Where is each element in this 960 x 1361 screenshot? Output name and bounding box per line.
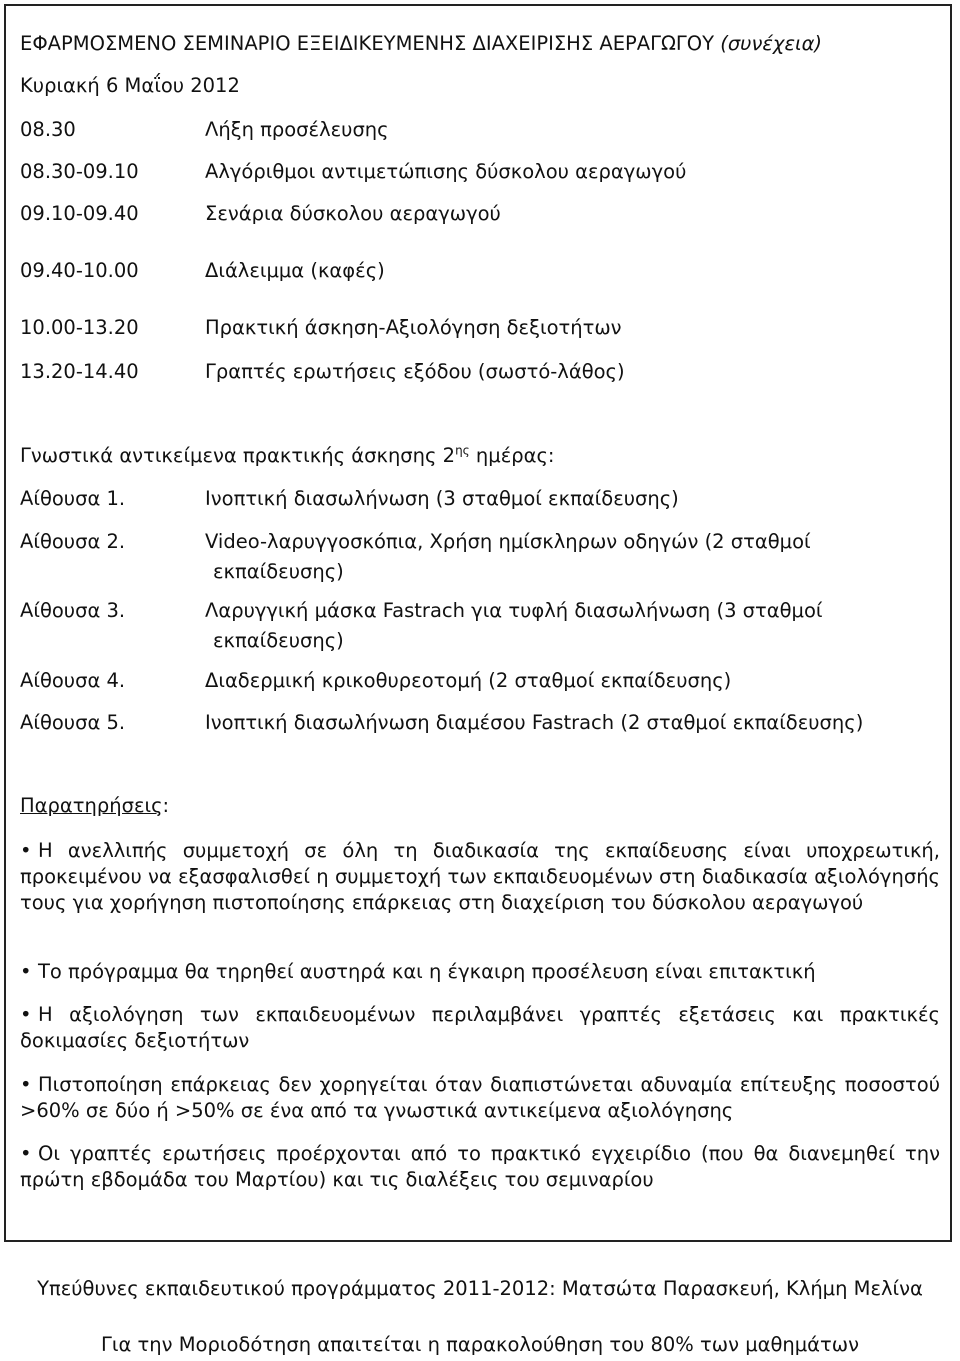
remark-item: • Η ανελλιπής συμμετοχή σε όλη τη διαδικασία της εκπαίδευσης είναι υποχρεωτική, προκειμένου να εξασφαλισθεί η συμμετοχή των εκπαιδευομένων στη διαδικασία αξιολόγησής τους για χορήγηση πιστοποίησης επάρκειας στη διαχείριση του δύσκολου αεραγωγού [20, 839, 940, 914]
room-topic: Ινοπτική διασωλήνωση (3 σταθμοί εκπαίδευσης) [205, 487, 679, 510]
credit-note: Για την Μοριοδότηση απαιτείται η παρακολούθηση του 80% των μαθημάτων [101, 1333, 859, 1356]
room-label: Αίθουσα 1. [20, 487, 126, 510]
room-label: Αίθουσα 4. [20, 669, 126, 692]
bullet-icon: • [20, 1142, 32, 1165]
room-topic: Λαρυγγική μάσκα Fastrach για τυφλή διασωλήνωση (3 σταθμοί εκπαίδευσης) [205, 599, 823, 652]
schedule-activity: Αλγόριθμοι αντιμετώπισης δύσκολου αεραγωγού [205, 160, 687, 183]
bullet-icon: • [20, 1073, 32, 1096]
remark-item: • Η αξιολόγηση των εκπαιδευομένων περιλαμβάνει γραπτές εξετάσεις και πρακτικές δοκιμασίες δεξιοτήτων [20, 1003, 940, 1052]
program-responsible: Υπεύθυνες εκπαιδευτικού προγράμματος 2011-2012: Ματσώτα Παρασκευή, Κλήμη Μελίνα [37, 1277, 923, 1300]
remark-item: • Το πρόγραμμα θα τηρηθεί αυστηρά και η έγκαιρη προσέλευση είναι επιτακτική [20, 960, 816, 983]
schedule-activity: Διάλειμμα (καφές) [205, 259, 385, 282]
objectives-heading: Γνωστικά αντικείμενα πρακτικής άσκησης $2^{\eta\varsigma}$ ημέρας: [20, 443, 555, 467]
schedule-activity: Γραπτές ερωτήσεις εξόδου (σωστό-λάθος) [205, 360, 625, 383]
schedule-time: 08.30-09.10 [20, 160, 139, 183]
room-topic: Ινοπτική διασωλήνωση διαμέσου Fastrach (2 σταθμοί εκπαίδευσης) [205, 711, 864, 734]
seminar-date: Κυριακή 6 Μαΐου 2012 [20, 74, 240, 97]
room-label: Αίθουσα 3. [20, 599, 126, 622]
remarks-heading: Παρατηρήσεις: [20, 794, 170, 817]
schedule-time: 09.40-10.00 [20, 259, 139, 282]
bullet-icon: • [20, 1003, 32, 1026]
schedule-time: 10.00-13.20 [20, 316, 139, 339]
bullet-icon: • [20, 960, 32, 983]
room-topic: Διαδερμική κρικοθυρεοτομή (2 σταθμοί εκπαίδευσης) [205, 669, 732, 692]
seminar-title: ΕΦΑΡΜΟΣΜΕΝΟ ΣΕΜΙΝΑΡΙΟ ΕΞΕΙΔΙΚΕΥΜΕΝΗΣ ΔΙΑΧΕΙΡΙΣΗΣ ΑΕΡΑΓΩΓΟΥ (συνέχεια) [20, 32, 823, 55]
room-label: Αίθουσα 2. [20, 530, 126, 553]
schedule-time: 08.30 [20, 118, 76, 141]
remark-item: • Οι γραπτές ερωτήσεις προέρχονται από το πρακτικό εγχειρίδιο (που θα διανεμηθεί την πρώτη εβδομάδα του Μαρτίου) και τις διαλέξεις του σεμιναρίου [20, 1142, 940, 1191]
bullet-icon: • [20, 839, 32, 862]
remark-item: • Πιστοποίηση επάρκειας δεν χορηγείται όταν διαπιστώνεται αδυναμία επίτευξης ποσοστού >60% σε δύο ή >50% σε ένα από τα γνωστικά αντικείμενα αξιολόγησης [20, 1073, 940, 1122]
schedule-activity: Σενάρια δύσκολου αεραγωγού [205, 202, 501, 225]
schedule-time: 09.10-09.40 [20, 202, 139, 225]
schedule-activity: Λήξη προσέλευσης [205, 118, 389, 141]
room-topic: Video-λαρυγγοσκόπια, Χρήση ημίσκληρων οδηγών (2 σταθμοί εκπαίδευσης) [205, 530, 811, 583]
schedule-activity: Πρακτική άσκηση-Αξιολόγηση δεξιοτήτων [205, 316, 622, 339]
schedule-time: 13.20-14.40 [20, 360, 139, 383]
room-label: Αίθουσα 5. [20, 711, 126, 734]
